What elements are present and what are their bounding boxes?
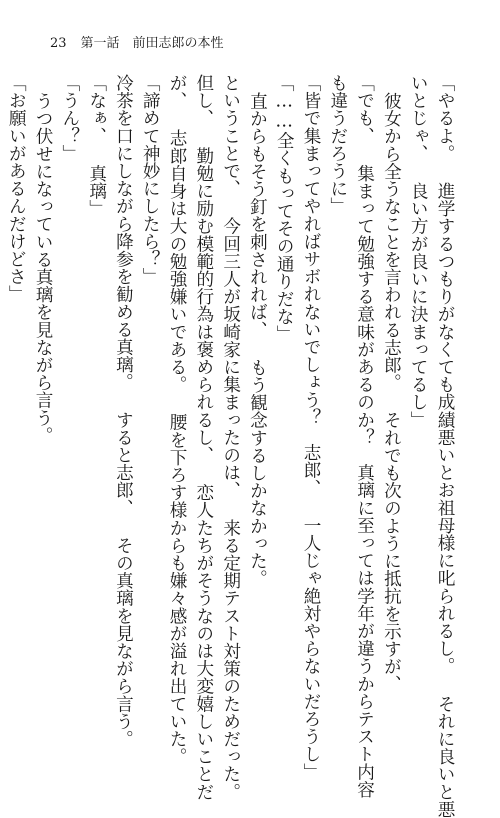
text-line: 「やるよ。 進学するつもりがなくても成績悪いとお祖母様に叱られるし。 それに良いと悪 [435,74,455,818]
text-line: 「なぁ、 真璃」 [86,74,107,218]
text-line: も違うだろうに」 [327,74,348,215]
text-line: ということで、 今回三人が坂崎家に集まったのは、 来る定期テスト対策のためだった。 [220,74,241,801]
chapter-title: 第一話 前田志郎の本性 [80,36,224,51]
page-number: 23 [50,36,67,51]
vertical-body-text [6,74,458,818]
running-header [50,36,224,52]
text-line: が、 志郎自身は大の勉強嫌いである。 腰を下ろす様からも嫌々感が溢れ出ていた。 [167,74,188,766]
text-line: いとじゃ、 良い方が良いに決まってるし」 [408,74,429,429]
text-line: 「諦めて神妙にしたら？」 [140,74,161,286]
text-line: 「皆で集まってやればサボれないでしょう？ 志郎、 一人じゃ絶対やらないだろうし」 [301,74,322,781]
text-line: 「お願いがあるんだけどさ」 [6,74,27,303]
text-line: 直からもそう釘を刺されれば、 もう観念するしかなかった。 [247,91,268,587]
text-line: うつ伏せになっている真璃を見ながら言う。 [33,91,54,444]
text-line: 「……全くもってその通りだな」 [274,74,295,343]
text-line: 但し、 勤勉に励む模範的行為は褒められるし、 恋人たちがそうなのは大変嬉しいことだ [193,74,214,801]
text-line: 冷茶を口にしながら降参を勧める真璃。 すると志郎、 その真璃を見ながら言う。 [113,74,134,748]
text-line: 「うん？」 [59,74,80,162]
text-line: 彼女から全うなことを言われる志郎。 それでも次のように抵抗を示すが、 [381,91,402,693]
text-line: 「でも、 集まって勉強する意味があるのか？ 真璃に至っては学年が違うからテスト内容 [354,74,375,798]
